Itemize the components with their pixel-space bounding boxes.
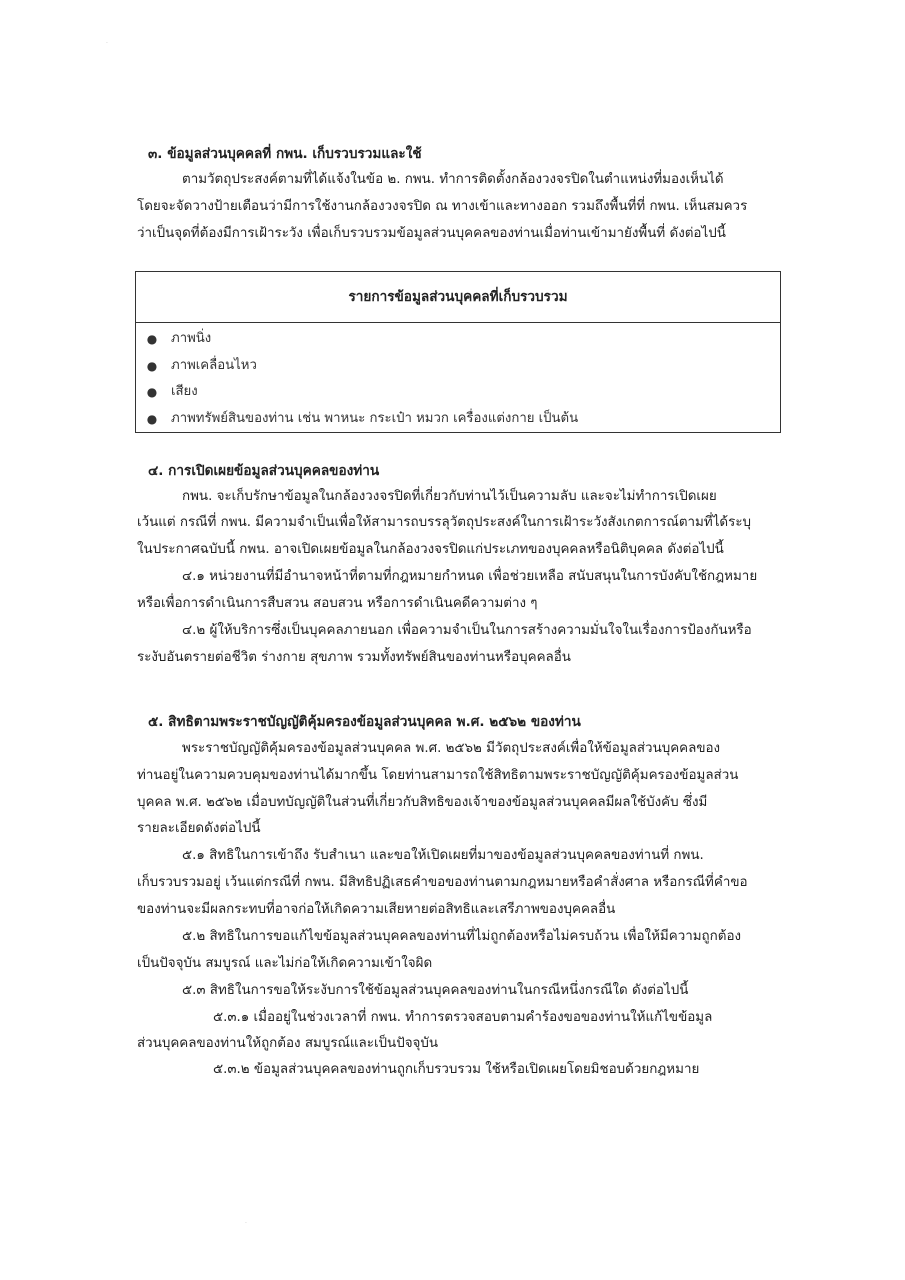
section-5-item-line: ๕.๓ สิทธิในการขอให้ระงับการใช้ข้อมูลส่วนบุคคลของท่านในกรณีหนึ่งกรณีใด ดังต่อไปนี้	[182, 983, 689, 998]
bullet-icon: ●	[146, 332, 158, 346]
table-list-item	[136, 407, 776, 431]
section-4-paragraph-line: เว้นแต่ กรณีที่ กพน. มีความจำเป็นเพื่อให้สามารถบรรลุวัตถุประสงค์ในการเฝ้าระวังสังเกตการณ์ตามที่ได้ระบุ	[137, 515, 752, 530]
section-5-subitem-line: ส่วนบุคคลของท่านให้ถูกต้อง สมบูรณ์และเป็นปัจจุบัน	[137, 1036, 439, 1051]
bullet-icon: ●	[146, 359, 158, 373]
section-4-item-line: ระงับอันตรายต่อชีวิต ร่างกาย สุขภาพ รวมทั้งทรัพย์สินของท่านหรือบุคคลอื่น	[137, 650, 571, 665]
section-5-paragraph-line: บุคคล พ.ศ. ๒๕๖๒ เมื่อบทบัญญัติในส่วนที่เกี่ยวกับสิทธิของเจ้าของข้อมูลส่วนบุคคลมีผลใช้บังคับ ซึ่งมี	[137, 795, 708, 810]
personal-data-table	[135, 271, 781, 433]
section-4-heading: ๔. การเปิดเผยข้อมูลส่วนบุคคลของท่าน	[148, 463, 380, 479]
section-5-heading: ๕. สิทธิตามพระราชบัญญัติคุ้มครองข้อมูลส่วนบุคคล พ.ศ. ๒๕๖๒ ของท่าน	[148, 714, 581, 730]
section-5-subitem-line: ๕.๓.๑ เมื่ออยู่ในช่วงเวลาที่ กพน. ทำการตรวจสอบตามคำร้องขอของท่านให้แก้ไขข้อมูล	[213, 1010, 713, 1025]
section-5-paragraph-line: ท่านอยู่ในความควบคุมของท่านได้มากขึ้น โดยท่านสามารถใช้สิทธิตามพระราชบัญญัติคุ้มครองข้อมูลส่วน	[137, 768, 739, 783]
section-5-item-line: เป็นปัจจุบัน สมบูรณ์ และไม่ก่อให้เกิดความเข้าใจผิด	[137, 956, 433, 971]
section-4-item-line: หรือเพื่อการดำเนินการสืบสวน สอบสวน หรือการดำเนินคดีความต่าง ๆ	[137, 596, 538, 611]
section-3-paragraph-line: โดยจะจัดวางป้ายเตือนว่ามีการใช้งานกล้องวงจรปิด ณ ทางเข้าและทางออก รวมถึงพื้นที่ที่ กพน. เห็นสมควร	[137, 199, 748, 214]
section-5-item-line: ๕.๑ สิทธิในการเข้าถึง รับสำเนา และขอให้เปิดเผยที่มาของข้อมูลส่วนบุคคลของท่านที่ กพน.	[182, 848, 704, 863]
section-4-paragraph-line: ในประกาศฉบับนี้ กพน. อาจเปิดเผยข้อมูลในกล้องวงจรปิดแก่ประเภทของบุคคลหรือนิติบุคคล ดังต่อไปนี้	[137, 542, 724, 557]
section-5-item-line: ๕.๒ สิทธิในการขอแก้ไขข้อมูลส่วนบุคคลของท่านที่ไม่ถูกต้องหรือไม่ครบถ้วน เพื่อให้มีความถูกต้อง	[182, 929, 742, 944]
section-4-item-line: ๔.๑ หน่วยงานที่มีอำนาจหน้าที่ตามที่กฎหมายกำหนด เพื่อช่วยเหลือ สนับสนุนในการบังคับใช้กฎหมาย	[182, 569, 758, 584]
section-3-heading: ๓. ข้อมูลส่วนบุคคลที่ กพน. เก็บรวบรวมและใช้	[148, 146, 422, 162]
section-5-paragraph-line: รายละเอียดดังต่อไปนี้	[137, 821, 261, 836]
section-4-item-line: ๔.๒ ผู้ให้บริการซึ่งเป็นบุคคลภายนอก เพื่อความจำเป็นในการสร้างความมั่นใจในเรื่องการป้องกันหรือ	[182, 623, 752, 638]
table-item-text: เสียง	[171, 384, 198, 399]
table-list-item	[136, 380, 776, 404]
table-list-item	[136, 354, 776, 378]
section-3-paragraph-line: ตามวัตถุประสงค์ตามที่ได้แจ้งในข้อ ๒. กพน. ทำการติดตั้งกล้องวงจรปิดในตำแหน่งที่มองเห็นได้	[182, 172, 724, 187]
section-5-subitem-line: ๕.๓.๒ ข้อมูลส่วนบุคคลของท่านถูกเก็บรวบรวม ใช้หรือเปิดเผยโดยมิชอบด้วยกฎหมาย	[213, 1062, 700, 1077]
bullet-icon: ●	[146, 412, 158, 426]
table-item-text: ภาพทรัพย์สินของท่าน เช่น พาหนะ กระเป๋า หมวก เครื่องแต่งกาย เป็นต้น	[171, 411, 579, 426]
section-5-paragraph-line: พระราชบัญญัติคุ้มครองข้อมูลส่วนบุคคล พ.ศ. ๒๕๖๒ มีวัตถุประสงค์เพื่อให้ข้อมูลส่วนบุคคลของ	[182, 741, 721, 756]
section-3-paragraph-line: ว่าเป็นจุดที่ต้องมีการเฝ้าระวัง เพื่อเก็บรวบรวมข้อมูลส่วนบุคคลของท่านเมื่อท่านเข้ามายังพื้นที่ ดังต่อไปนี้	[137, 226, 726, 241]
scan-speck: ·	[106, 40, 108, 47]
section-4-paragraph-line: กพน. จะเก็บรักษาข้อมูลในกล้องวงจรปิดที่เกี่ยวกับท่านไว้เป็นความลับ และจะไม่ทำการเปิดเผย	[182, 489, 717, 504]
table-list-item	[136, 327, 776, 351]
table-item-text: ภาพเคลื่อนไหว	[171, 358, 257, 373]
table-header: รายการข้อมูลส่วนบุคคลที่เก็บรวบรวม	[136, 272, 780, 323]
section-5-item-line: เก็บรวบรวมอยู่ เว้นแต่กรณีที่ กพน. มีสิทธิปฏิเสธคำขอของท่านตามกฎหมายหรือคำสั่งศาล หรือกรณีที่คำขอ	[137, 875, 748, 890]
section-5-item-line: ของท่านจะมีผลกระทบที่อาจก่อให้เกิดความเสียหายต่อสิทธิและเสรีภาพของบุคคลอื่น	[137, 902, 616, 917]
scan-speck: ·	[245, 1220, 247, 1227]
bullet-icon: ●	[146, 385, 158, 399]
table-item-text: ภาพนิ่ง	[171, 331, 212, 346]
